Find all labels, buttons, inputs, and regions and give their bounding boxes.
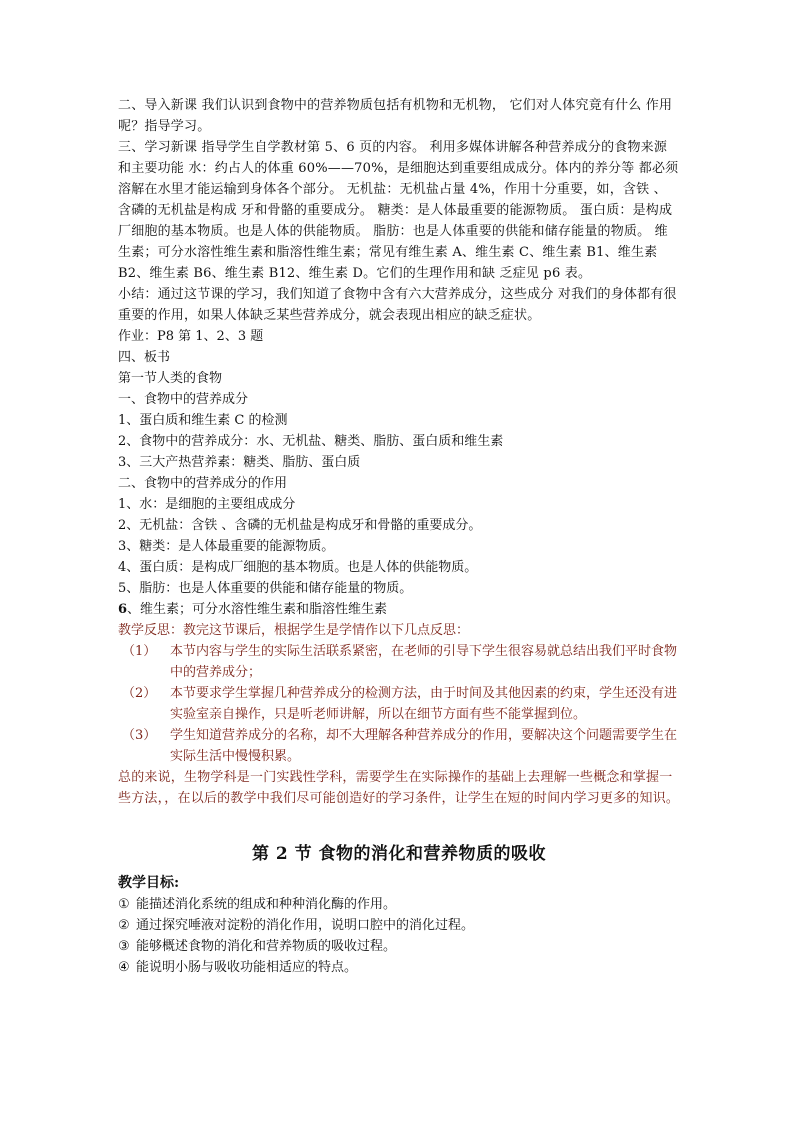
objective-text: 能说明小肠与吸收功能相适应的特点。 [136,960,358,975]
board-part2-heading: 二、食物中的营养成分的作用 [118,476,288,491]
objective-number: ③ [118,939,130,954]
reflection-item [118,641,680,683]
reflection-summary: 总的来说，生物学科是一门实践性学科，需要学生在实际操作的基础上去理解一些概念和掌握一些方法，，在以后的教学中我们尽可能创造好的学习条件，让学生在短的时间内学习更多的知识。 [118,770,680,806]
board-part1-heading: 一、食物中的营养成分 [118,392,249,407]
objective-item [118,936,680,957]
reflection-lead: 教学反思：教完这节课后，根据学生是学情作以下几点反思： [118,623,470,638]
reflection-item [118,683,680,725]
lesson-paragraph: 三、学习新课 指导学生自学教材第 5、6 页的内容。 利用多媒体讲解各种营养成分的食物来源和主要功能 水：约占人的体重 60%——70%，是细胞达到重要组成成分。体内的养分等 都必须溶解在水里才能运输到身体各个部分。 无机盐：无机盐占量 4%，作用十分重要，如，含铁 、含磷的无机盐是构成 牙和骨骼的重要成分。 糖类：是人体最重要的能源物质。 蛋白质：是构成厂细胞的基本物质。也是人体的供能物质。 脂肪：也是人体重要的供能和储存能量的物质。 维生素；可分水溶性维生素和脂溶性维生素；常见有维生素 A、维生素 C、维生素 B1、维生素 B2、维生素 B6、维生素 B12、维生素 D。它们的生理作用和缺 乏症见 p6 表。 [118,140,679,281]
objective-number: ④ [118,960,130,975]
board-part2-item: 4、蛋白质：是构成厂细胞的基本物质。也是人体的供能物质。 [118,560,478,575]
objective-number: ① [118,897,130,912]
intro-paragraph: 二、导入新课 我们认识到食物中的营养物质包括有机物和无机物， 它们对人体究竟有什么 作用呢？指导学习。 [118,98,673,134]
homework-line: 作业：P8 第 1、2、3 题 [118,329,264,344]
board-part2-item: 3、糖类：是人体最重要的能源物质。 [118,539,335,554]
board-part2-item: 1、水：是细胞的主要组成成分 [118,497,296,512]
reflection-number: （1） [122,644,157,659]
item6-text: 、维生素；可分水溶性维生素和脂溶性维生素 [127,602,388,617]
board-part1-item: 3、三大产热营养素：糖类、脂肪、蛋白质 [118,455,361,470]
summary-paragraph: 小结：通过这节课的学习，我们知道了食物中含有六大营养成分，这些成分 对我们的身体都有很重要的作用，如果人体缺乏某些营养成分，就会表现出相应的缺乏症状。 [118,287,677,323]
section-2-title: 第 2 节 食物的消化和营养物质的吸收 [251,844,547,864]
objective-item [118,915,680,936]
objective-item [118,894,680,915]
reflection-number: （3） [122,728,157,743]
objective-text: 通过探究唾液对淀粉的消化作用，说明口腔中的消化过程。 [136,918,475,933]
reflection-text: 学生知道营养成分的名称，却不大理解各种营养成分的作用，要解决这个问题需要学生在实际生活中慢慢积累。 [170,728,678,764]
objective-item [118,957,680,978]
reflection-number: （2） [122,686,157,701]
objective-text: 能够概述食物的消化和营养物质的吸收过程。 [136,939,397,954]
document-page [118,95,680,978]
objective-text: 能描述消化系统的组成和种种消化酶的作用。 [136,897,397,912]
objective-number: ② [118,918,130,933]
reflection-text: 本节要求学生掌握几种营养成分的检测方法，由于时间及其他因素的约束，学生还没有进实验室亲自操作，只是听老师讲解，所以在细节方面有些不能掌握到位。 [170,686,678,722]
board-heading: 四、板书 [118,350,171,365]
board-part2-item-6 [118,599,680,620]
board-part2-item: 2、无机盐：含铁 、含磷的无机盐是构成牙和骨骼的重要成分。 [118,518,482,533]
board-part1-item: 2、食物中的营养成分：水、无机盐、糖类、脂肪、蛋白质和维生素 [118,434,504,449]
board-part1-item: 1、蛋白质和维生素 C 的检测 [118,413,288,428]
board-section-title: 第一节人类的食物 [118,371,223,386]
reflection-item [118,725,680,767]
objectives-label: 教学目标: [118,875,180,891]
reflection-text: 本节内容与学生的实际生活联系紧密，在老师的引导下学生很容易就总结出我们平时食物中的营养成分； [170,644,678,680]
board-part2-item: 5、脂肪：也是人体重要的供能和储存能量的物质。 [118,581,413,596]
item6-number: 6 [118,602,128,617]
